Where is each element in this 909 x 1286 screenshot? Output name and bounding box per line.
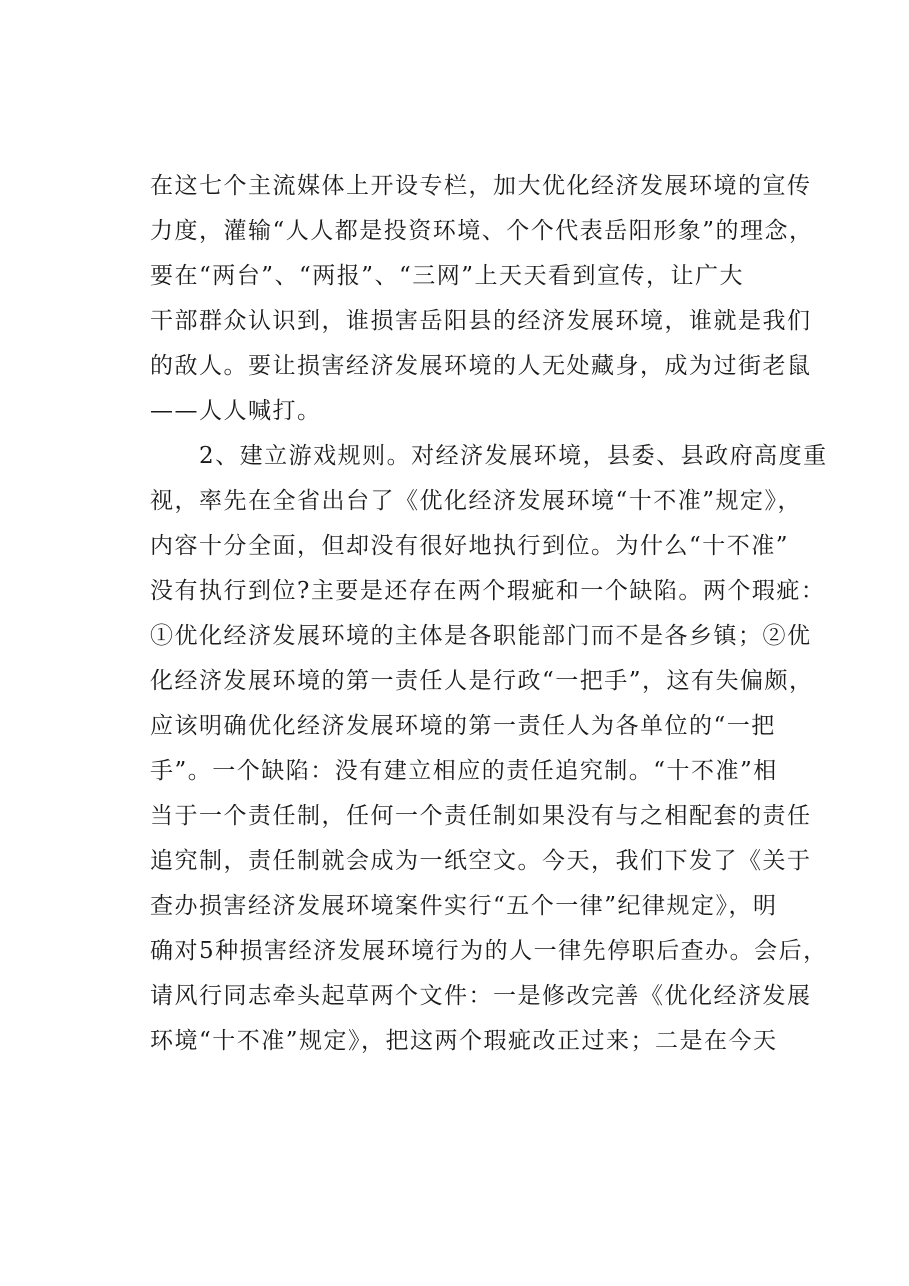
text-line: 视，率先在全省出台了《优化经济发展环境“十不准”规定》， [150,488,803,514]
text-line: 查办损害经济发展环境案件实行“五个一律”纪律规定》，明 [150,893,778,919]
text-line: 请风行同志牵头起草两个文件：一是修改完善《优化经济发展 [150,983,812,1009]
text-line: 的敌人。要让损害经济发展环境的人无处藏身，成为过街老鼠 [150,353,812,379]
body-text [150,164,828,1064]
text-line: 在这七个主流媒体上开设专栏，加大优化经济发展环境的宣传 [150,173,812,199]
text-line: ①优化经济发展环境的主体是各职能部门而不是各乡镇；②优 [150,623,812,649]
text-line: ——人人喊打。 [150,398,322,424]
text-line: 化经济发展环境的第一责任人是行政“一把手”，这有失偏颇， [150,668,814,694]
text-line: 当于一个责任制，任何一个责任制如果没有与之相配套的责任 [150,803,812,829]
text-line: 应该明确优化经济发展环境的第一责任人为各单位的“一把 [150,713,776,739]
text-line: 2、建立游戏规则。对经济发展环境，县委、县政府高度重 [150,443,828,469]
text-line: 内容十分全面，但却没有很好地执行到位。为什么“十不准” [150,533,790,559]
text-line: 手”。一个缺陷：没有建立相应的责任追究制。“十不准”相 [150,758,778,784]
text-line: 追究制，责任制就会成为一纸空文。今天，我们下发了《关于 [150,848,812,874]
text-line: 环境“十不准”规定》，把这两个瑕疵改正过来；二是在今天 [150,1028,778,1054]
text-line: 力度，灌输“人人都是投资环境、个个代表岳阳形象”的理念， [150,218,814,244]
text-line: 干部群众认识到，谁损害岳阳县的经济发展环境，谁就是我们 [150,308,812,334]
text-line: 确对5种损害经济发展环境行为的人一律先停职后查办。会后， [150,938,828,964]
text-line: 要在“两台”、“两报”、“三网”上天天看到宣传，让广大 [150,263,745,289]
text-line: 没有执行到位?主要是还存在两个瑕疵和一个缺陷。两个瑕疵： [150,578,826,604]
